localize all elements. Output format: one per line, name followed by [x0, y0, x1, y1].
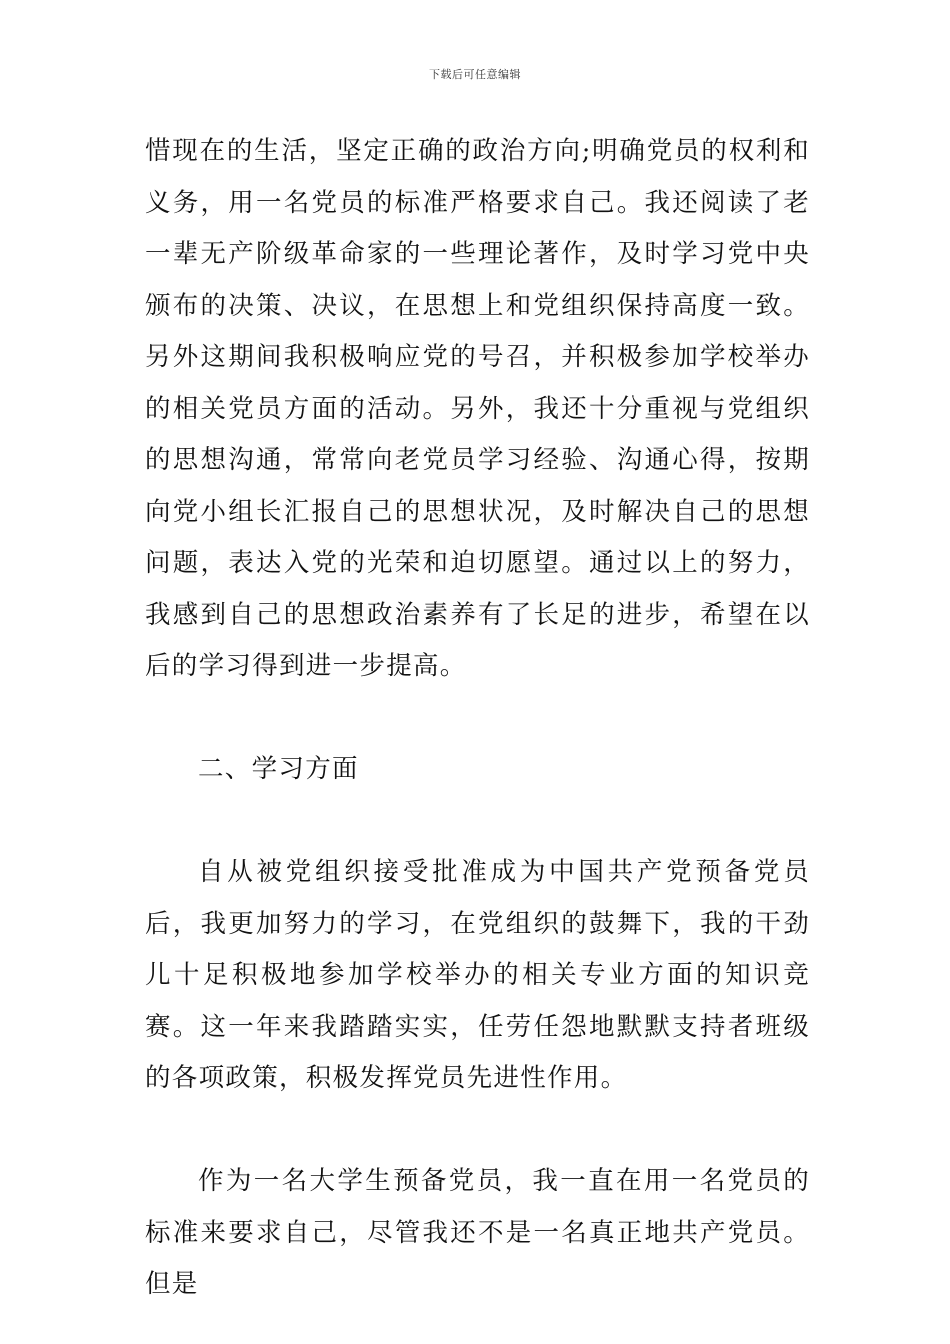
section-heading-study: 二、学习方面	[198, 754, 359, 784]
paragraph-study: 自从被党组织接受批准成为中国共产党预备党员后，我更加努力的学习，在党组织的鼓舞下，我的干劲儿十足积极地参加学校举办的相关专业方面的知识竞赛。这一年来我踏踏实实，任劳任怨地默默支持者班级的各项政策，积极发挥党员先进性作用。	[145, 857, 810, 1093]
paragraph-continued: 惜现在的生活，坚定正确的政治方向;明确党员的权利和义务，用一名党员的标准严格要求自己。我还阅读了老一辈无产阶级革命家的一些理论著作，及时学习党中央颁布的决策、决议，在思想上和党组织保持高度一致。另外这期间我积极响应党的号召，并积极参加学校举办的相关党员方面的活动。另外，我还十分重视与党组织的思想沟通，常常向老党员学习经验、沟通心得，按期向党小组长汇报自己的思想状况，及时解决自己的思想问题，表达入党的光荣和迫切愿望。通过以上的努力，我感到自己的思想政治素养有了长足的进步，希望在以后的学习得到进一步提高。	[145, 136, 810, 681]
paragraph-spacer	[145, 796, 810, 848]
page-header: 下载后可任意编辑	[429, 68, 521, 81]
document-body	[145, 126, 810, 1311]
paragraph-spacer	[145, 1105, 810, 1157]
paragraph-probationary-member: 作为一名大学生预备党员，我一直在用一名党员的标准来要求自己，尽管我还不是一名真正地共产党员。但是	[145, 1166, 810, 1299]
paragraph-spacer	[145, 693, 810, 745]
